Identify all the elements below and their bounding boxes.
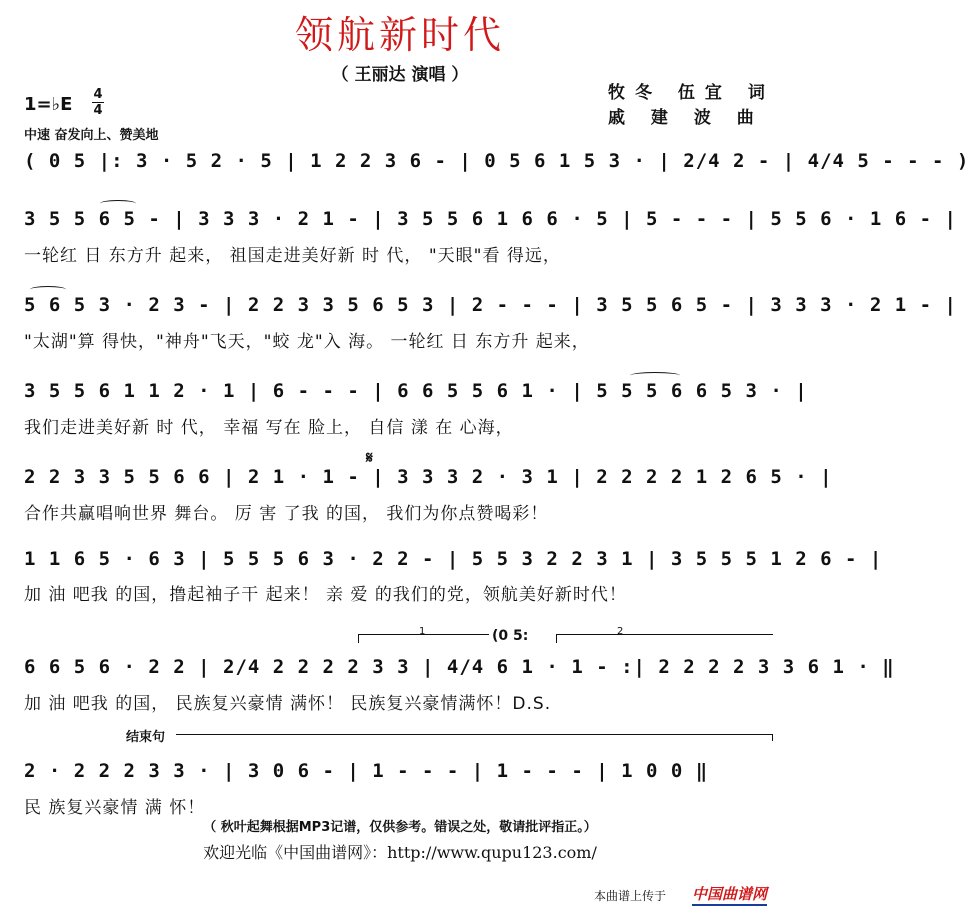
time-signature	[92, 88, 104, 117]
coda-prefix: (0 5:	[492, 628, 529, 644]
score-line-1: ( 0 5 |: 3 · 5 2 · 5 | 1 2 2 3 6 - | 0 5 6 1 5 3 · | 2/4 2 - | 4/4 5 - - - )	[24, 150, 969, 172]
song-title: 领航新时代	[294, 13, 505, 57]
lyric-line-3: "太湖"算 得快，"神舟"飞天，"蛟 龙"入 海。 一轮红 日 东方升 起来，	[24, 332, 590, 352]
score-line-7: 6 6 5 6 · 2 2 | 2/4 2 2 2 2 3 3 | 4/4 6 1 · 1 - :| 2 2 2 2 3 3 6 1 · ‖	[24, 656, 895, 678]
coda-bracket	[176, 734, 773, 741]
slur-mark	[630, 372, 680, 379]
site-logo[interactable]: 中国曲谱网	[692, 883, 767, 906]
ending-1-label: 1	[419, 626, 426, 637]
meter-bottom: 4	[93, 103, 103, 118]
lyricist-credit: 牧冬 伍宜 词	[608, 83, 775, 103]
segno-sign: 𝄋	[366, 448, 373, 467]
slur-mark	[30, 286, 66, 293]
score-line-3: 5 6 5 3 · 2 3 - | 2 2 3 3 5 6 5 3 | 2 - - - | 3 5 5 6 5 - | 3 3 3 · 2 1 - |	[24, 294, 957, 316]
meter-top: 4	[93, 87, 103, 102]
welcome-line[interactable]: 欢迎光临《中国曲谱网》：http://www.qupu123.com/	[203, 843, 597, 862]
upload-note: 本曲谱上传于	[594, 889, 667, 903]
ending-2-bracket	[556, 626, 773, 643]
coda-label: 结束句	[126, 730, 166, 745]
score-line-2: 3 5 5 6 5 - | 3 3 3 · 2 1 - | 3 5 5 6 1 6 6 · 5 | 5 - - - | 5 5 6 · 1 6 - |	[24, 208, 957, 230]
score-line-8: 2 · 2 2 2 3 3 · | 3 0 6 - | 1 - - - | 1 - - - | 1 0 0 ‖	[24, 760, 709, 782]
singer-credit: （ 王丽达 演唱 ）	[331, 65, 469, 85]
lyric-line-7: 加 油 吧我 的国， 民族复兴豪情 满怀！ 民族复兴豪情满怀！D.S.	[24, 694, 552, 714]
lyric-line-5: 合作共赢唱响世界 舞台。 厉 害 了我 的国， 我们为你点赞喝彩！	[24, 504, 549, 524]
tempo-marking: 中速 奋发向上、赞美地	[24, 128, 159, 143]
lyric-line-2: 一轮红 日 东方升 起来， 祖国走进美好新 时 代， "天眼"看 得远，	[24, 246, 561, 266]
score-line-6: 1 1 6 5 · 6 3 | 5 5 5 6 3 · 2 2 - | 5 5 3 2 2 3 1 | 3 5 5 5 1 2 6 - |	[24, 548, 883, 570]
transcription-note: （ 秋叶起舞根据MP3记谱，仅供参考。错误之处，敬请批评指正。）	[203, 820, 597, 835]
slur-mark	[100, 200, 136, 207]
score-line-5: 2 2 3 3 5 5 6 6 | 2 1 · 1 - | 3 3 3 2 · 3 1 | 2 2 2 2 1 2 6 5 · |	[24, 466, 833, 488]
ending-1-bracket	[358, 626, 489, 643]
lyric-line-8: 民 族复兴豪情 满 怀！	[24, 798, 206, 818]
key-signature: 1=♭E	[24, 94, 73, 115]
ending-2-label: 2	[617, 626, 624, 637]
lyric-line-4: 我们走进美好新 时 代， 幸福 写在 脸上， 自信 漾 在 心海，	[24, 418, 514, 438]
composer-credit: 戚 建 波 曲	[608, 108, 764, 128]
lyric-line-6: 加 油 吧我 的国，撸起袖子干 起来！ 亲 爱 的我们的党，领航美好新时代！	[24, 585, 627, 605]
score-line-4: 3 5 5 6 1 1 2 · 1 | 6 - - - | 6 6 5 5 6 1 · | 5 5 5 6 6 5 3 · |	[24, 380, 808, 402]
